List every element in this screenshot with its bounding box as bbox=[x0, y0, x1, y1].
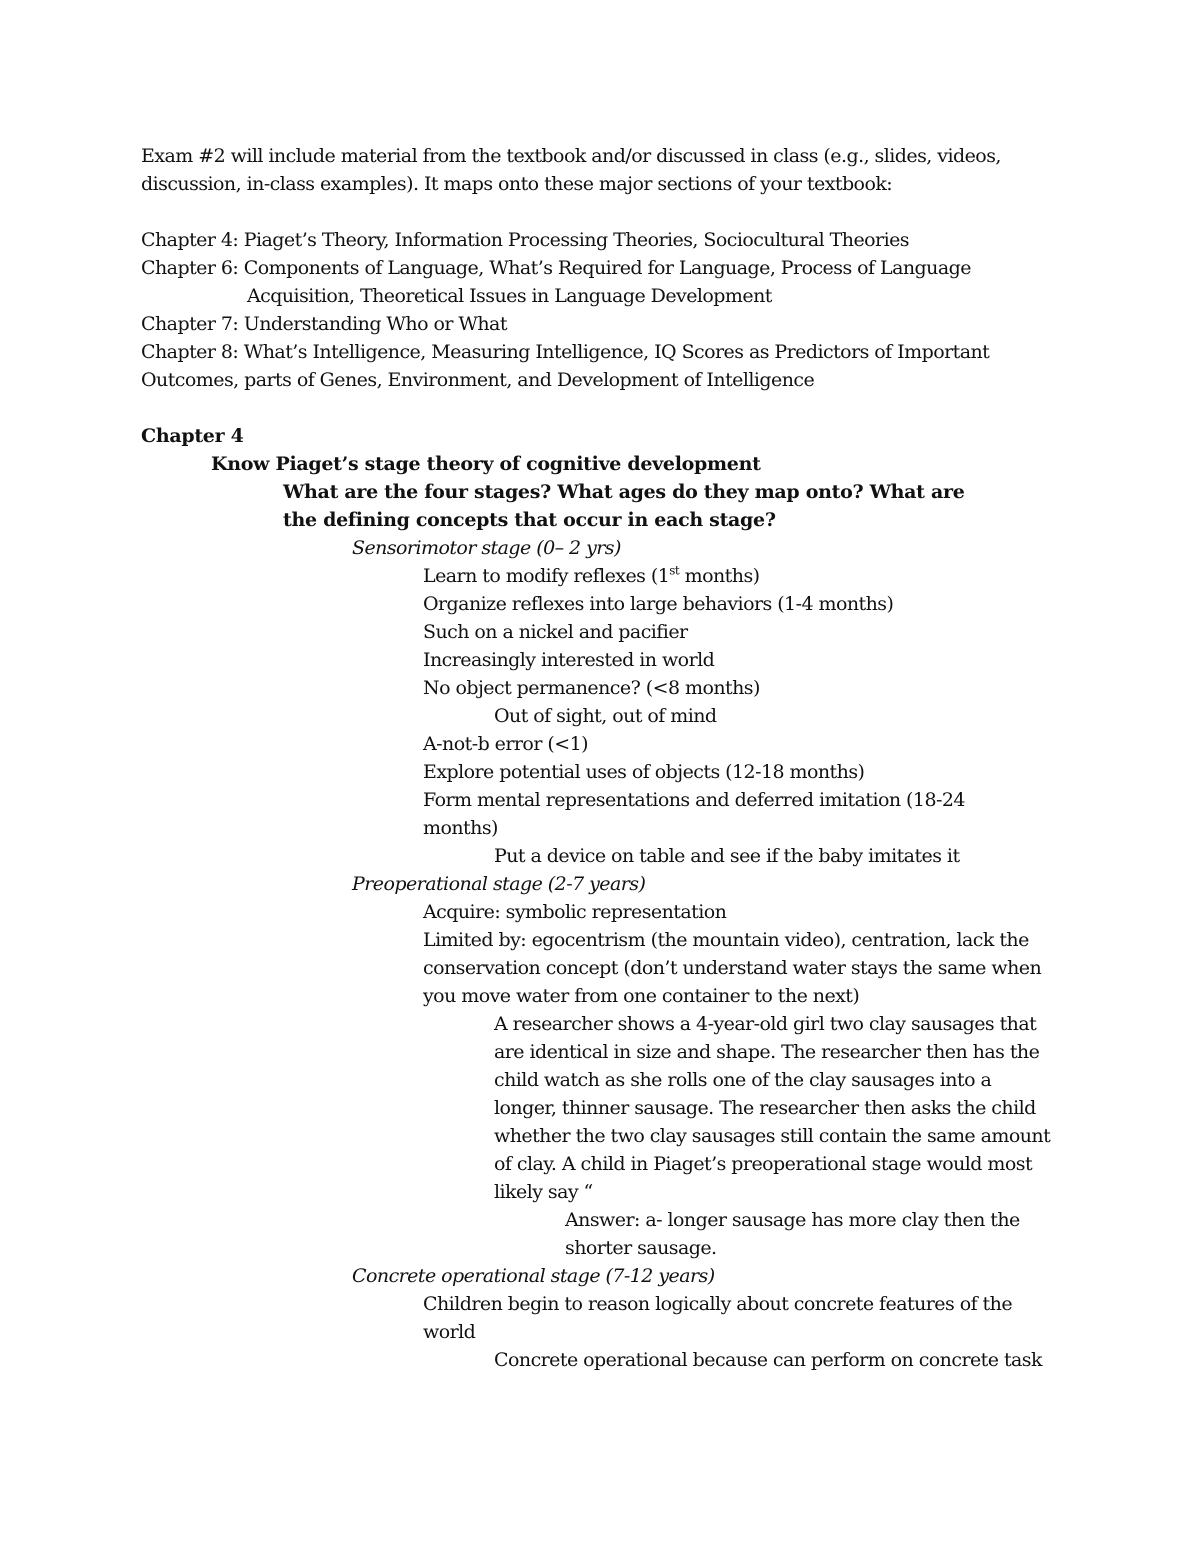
list-item-text: Put a device on table and see if the baby imitates it bbox=[494, 845, 960, 867]
list-item bbox=[0, 674, 1063, 702]
list-item bbox=[0, 786, 1003, 842]
list-item-text: Concrete operational because can perform on concrete task bbox=[494, 1349, 1042, 1371]
list-item bbox=[0, 926, 1063, 1010]
chapter-entry bbox=[141, 310, 1061, 338]
list-item bbox=[0, 562, 1063, 590]
stage-heading bbox=[0, 534, 1052, 562]
stage-title: Preoperational stage (2-7 years) bbox=[352, 873, 646, 895]
stage-heading bbox=[0, 1262, 1052, 1290]
list-item-text: Answer: a- longer sausage has more clay then the shorter sausage. bbox=[565, 1209, 1020, 1259]
chapter-topics: Understanding Who or What bbox=[243, 313, 507, 335]
chapter-label: Chapter 7: bbox=[141, 313, 239, 335]
list-item-text: Explore potential uses of objects (12-18 months) bbox=[423, 761, 865, 783]
sub-sub-list-item bbox=[0, 1206, 1055, 1262]
chapter-topics: What’s Intelligence, Measuring Intelligence, IQ Scores as Predictors of Important Outcomes, parts of Genes, Environment, and Development of Intelligence bbox=[141, 341, 990, 391]
list-item-text: A researcher shows a 4-year-old girl two clay sausages that are identical in size and shape. The researcher then has the child watch as she rolls one of the clay sausages into a longer, thinner sausage. The researcher then asks the child whether the two clay sausages still contain the same amount of clay. A child in Piaget’s preoperational stage would most likely say “ bbox=[494, 1013, 1051, 1203]
chapter-entry bbox=[141, 254, 1061, 310]
chapter-topics: Components of Language, What’s Required for Language, Process of Language bbox=[243, 257, 971, 279]
list-item-text: Children begin to reason logically about concrete features of the world bbox=[423, 1293, 1013, 1343]
sub-list-item bbox=[0, 1346, 1094, 1374]
intro-paragraph: Exam #2 will include material from the textbook and/or discussed in class (e.g., slides, videos, discussion, in-class examples). It maps onto these major sections of your textbook: bbox=[141, 145, 1001, 195]
chapter-label: Chapter 4: bbox=[141, 229, 239, 251]
topic-text: Know Piaget’s stage theory of cognitive development bbox=[211, 453, 761, 475]
list-item-text: No object permanence? (<8 months) bbox=[423, 677, 760, 699]
list-item-text: Such on a nickel and pacifier bbox=[423, 621, 688, 643]
outline bbox=[0, 450, 1200, 1374]
chapter-entry bbox=[141, 338, 1031, 394]
chapter-label: Chapter 8: bbox=[141, 341, 239, 363]
stage-title: Concrete operational stage (7-12 years) bbox=[352, 1265, 715, 1287]
chapter-list bbox=[141, 226, 1061, 394]
list-item bbox=[0, 898, 1063, 926]
list-item-text: Increasingly interested in world bbox=[423, 649, 715, 671]
list-item bbox=[0, 646, 1063, 674]
list-item-text: Limited by: egocentrism (the mountain video), centration, lack the conservation concept (don’t understand water stays the same when you move water from one container to the next) bbox=[423, 929, 1042, 1007]
list-item-text: Form mental representations and deferred imitation (18-24 months) bbox=[423, 789, 965, 839]
list-item-text: A-not-b error (<1) bbox=[423, 733, 588, 755]
stage-heading bbox=[0, 870, 1052, 898]
chapter-topics-continued: Acquisition, Theoretical Issues in Language Development bbox=[247, 285, 772, 307]
list-item bbox=[0, 618, 1063, 646]
sub-list-item bbox=[0, 702, 1064, 730]
list-item-text: Learn to modify reflexes (1st months) bbox=[423, 563, 760, 587]
list-item-text: Acquire: symbolic representation bbox=[423, 901, 727, 923]
chapter-entry bbox=[141, 226, 1061, 254]
list-item bbox=[0, 730, 1063, 758]
outline-question bbox=[0, 478, 1003, 534]
question-text: What are the four stages? What ages do they map onto? What are the defining concepts that occur in each stage? bbox=[283, 481, 965, 531]
list-item-text: Organize reflexes into large behaviors (1-4 months) bbox=[423, 593, 894, 615]
chapter-topics: Piaget’s Theory, Information Processing Theories, Sociocultural Theories bbox=[243, 229, 910, 251]
list-item bbox=[0, 590, 1063, 618]
section-title: Chapter 4 bbox=[141, 425, 244, 447]
outline-topic bbox=[0, 450, 1011, 478]
list-item bbox=[0, 1290, 1043, 1346]
sub-list-item bbox=[0, 842, 1064, 870]
chapter-label: Chapter 6: bbox=[141, 257, 239, 279]
list-item-text: Out of sight, out of mind bbox=[494, 705, 717, 727]
stage-title: Sensorimotor stage (0– 2 yrs) bbox=[352, 537, 621, 559]
list-item bbox=[0, 758, 1063, 786]
sub-list-item bbox=[0, 1010, 1059, 1206]
